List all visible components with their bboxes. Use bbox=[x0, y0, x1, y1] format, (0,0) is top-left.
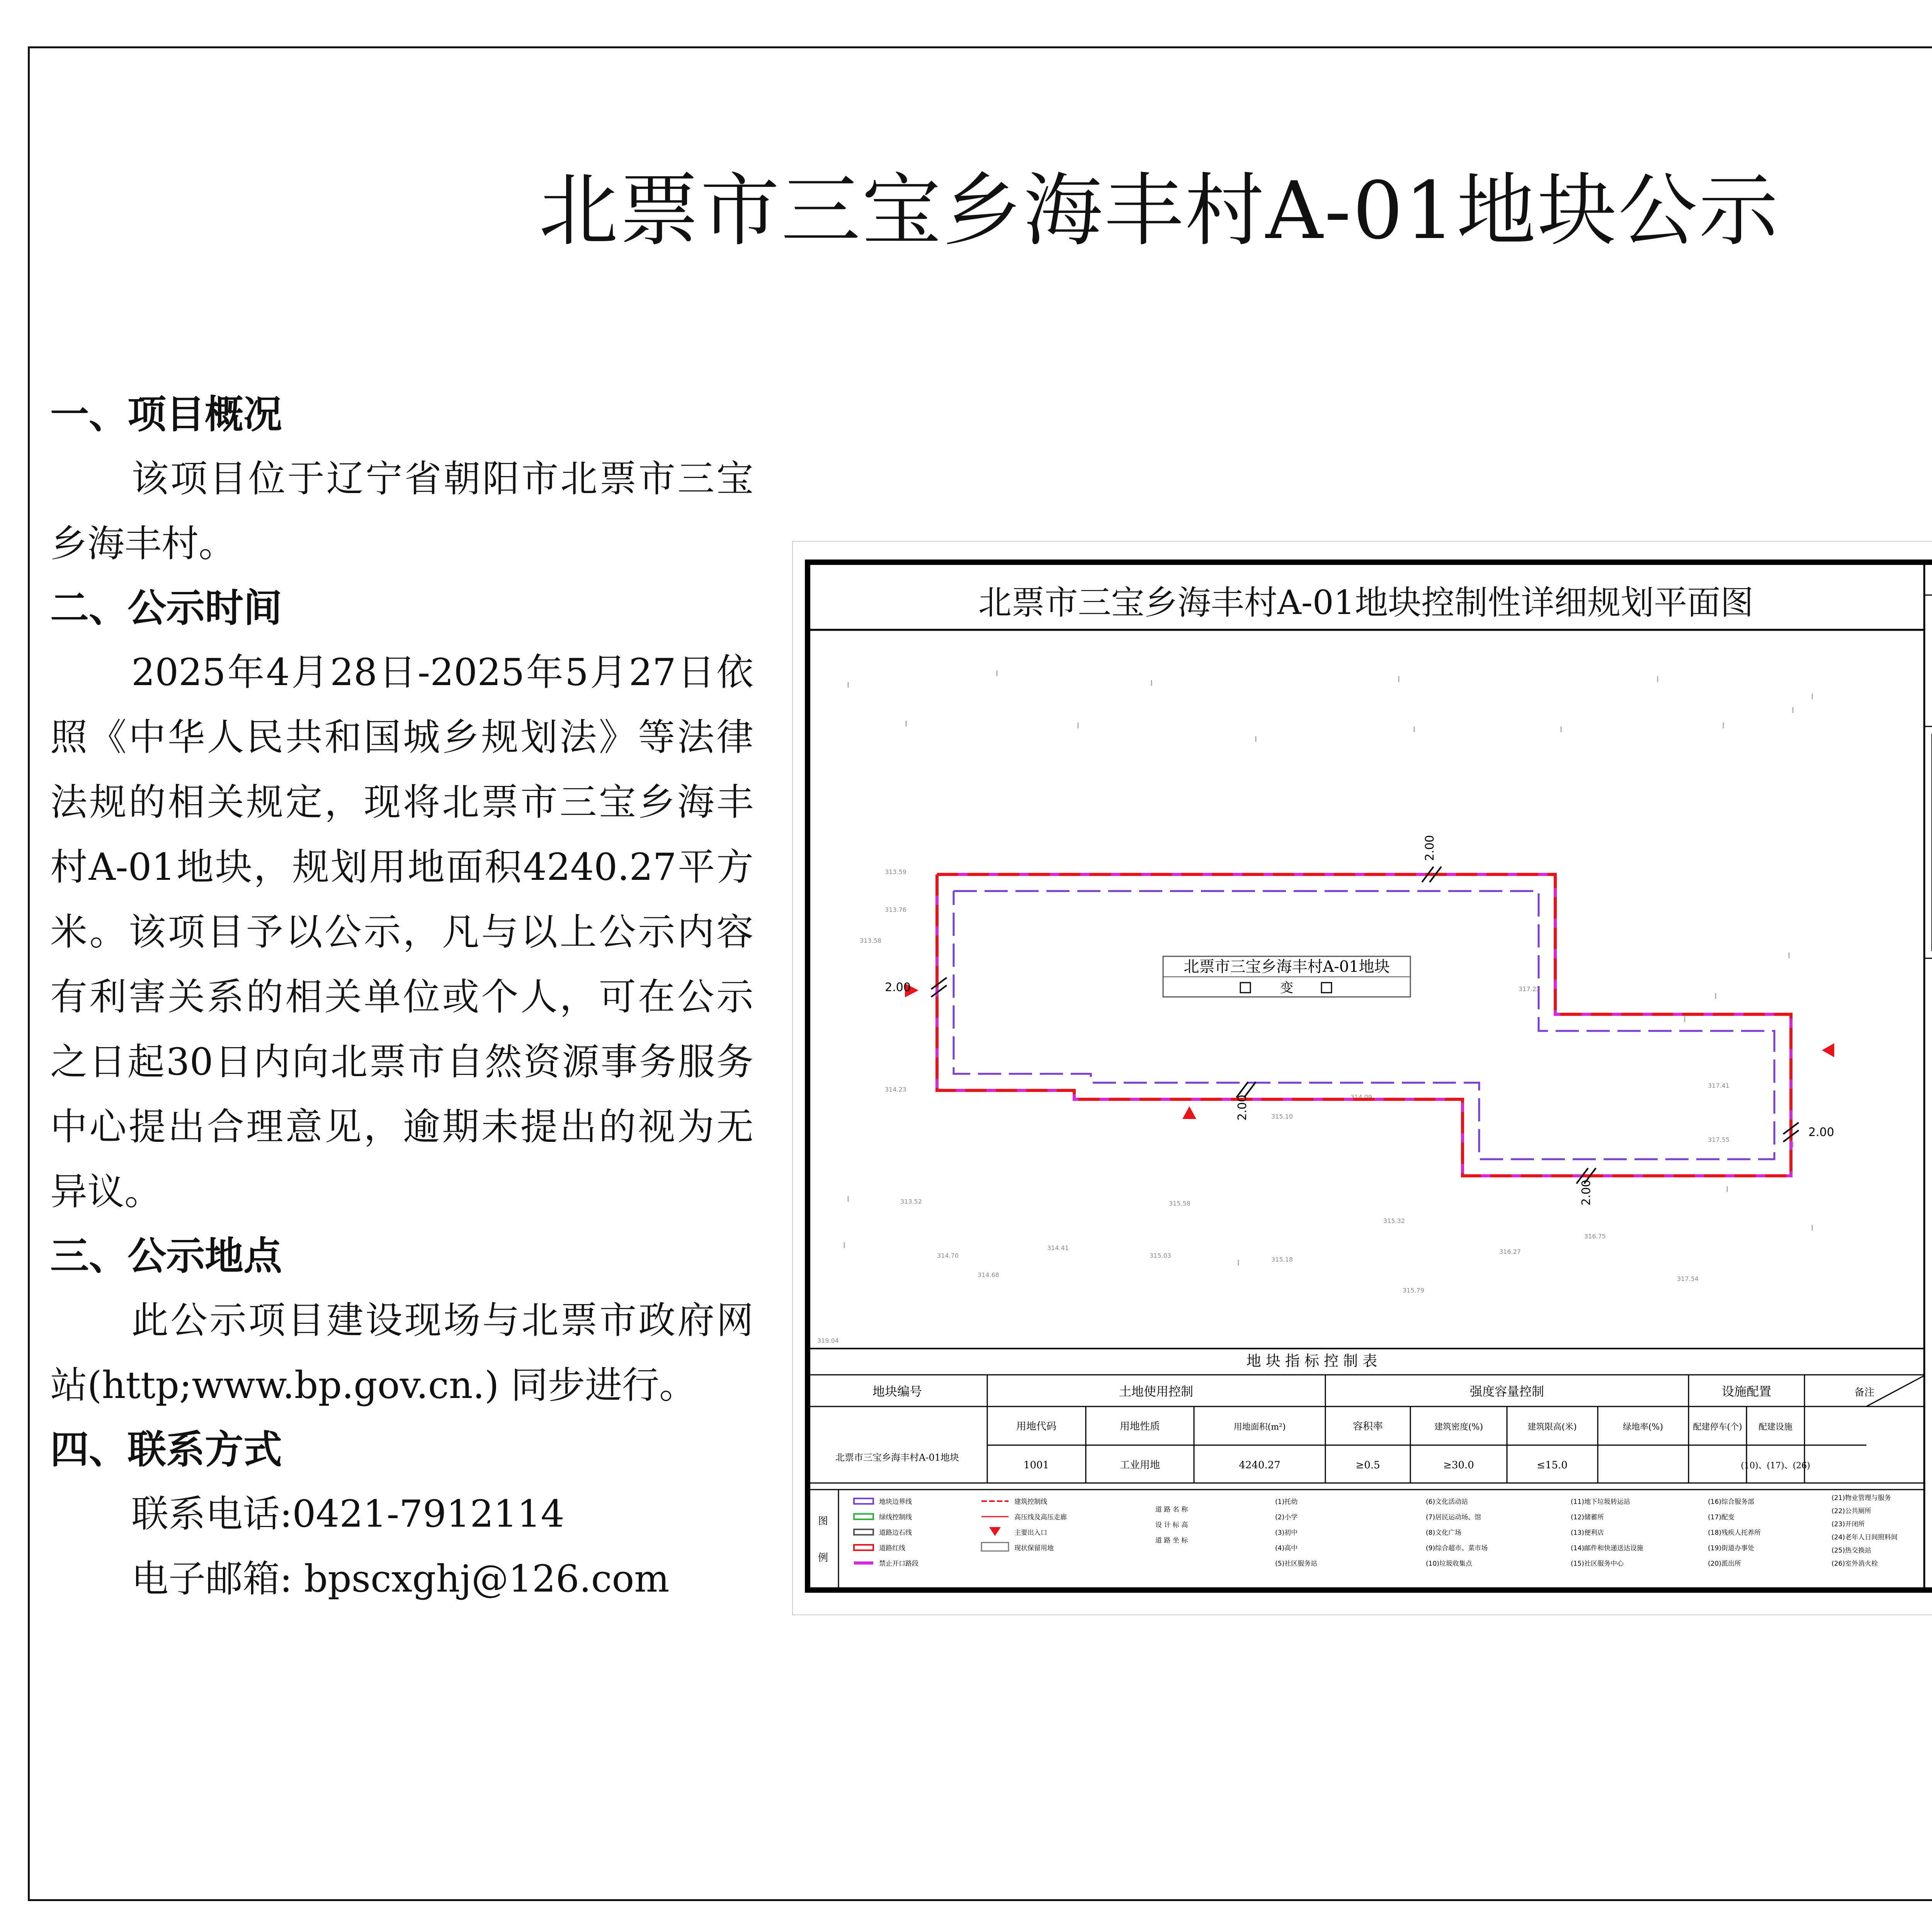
table-header: 绿地率(%) bbox=[1622, 1422, 1663, 1432]
legend-item: 地块边界线 bbox=[879, 1498, 912, 1506]
elevation-label: 316.75 bbox=[1584, 1233, 1606, 1240]
elevation-label: 314.09 bbox=[1350, 1094, 1372, 1101]
legend-item: (12)储蓄所 bbox=[1571, 1514, 1604, 1521]
setback-label: 2.00 bbox=[885, 981, 911, 994]
elevation-label: 315.18 bbox=[1271, 1256, 1293, 1263]
setback-label: 2.00 bbox=[1808, 1126, 1834, 1139]
table-cell: ≤15.0 bbox=[1537, 1459, 1568, 1471]
legend-item: (21)物业管理与服务 bbox=[1832, 1494, 1891, 1502]
elevation-label: 317.55 bbox=[1708, 1136, 1730, 1143]
legend-item: 道路边石线 bbox=[879, 1529, 912, 1537]
table-group-header: 土地使用控制 bbox=[1119, 1384, 1194, 1399]
drawing-frame bbox=[808, 562, 1932, 1590]
table-cell: ≥0.5 bbox=[1355, 1459, 1380, 1471]
build-control-line bbox=[954, 891, 1774, 1159]
table-group-header: 强度容量控制 bbox=[1469, 1384, 1544, 1399]
table-header: 用地性质 bbox=[1119, 1421, 1160, 1432]
elevation-label: 314.68 bbox=[978, 1271, 999, 1279]
legend-item: (8)文化广场 bbox=[1426, 1529, 1462, 1537]
elevation-label: 315.58 bbox=[1169, 1200, 1190, 1207]
table-caption: 地 块 指 标 控 制 表 bbox=[1246, 1352, 1378, 1369]
legend-item: (14)邮件和快递送达设施 bbox=[1571, 1544, 1643, 1552]
elevation-points bbox=[817, 868, 1730, 1344]
legend-item: (23)开闭所 bbox=[1832, 1520, 1865, 1528]
elevation-label: 314.70 bbox=[937, 1252, 959, 1259]
legend-item: (24)老年人日间照料间 bbox=[1832, 1534, 1898, 1541]
legend-item: (11)地下垃圾转运站 bbox=[1571, 1498, 1630, 1506]
elevation-label: 316.27 bbox=[1499, 1248, 1521, 1255]
elevation-label: 314.23 bbox=[885, 1086, 906, 1093]
legend-item: 道 路 坐 标 bbox=[1155, 1537, 1188, 1544]
setback-label: 2.00 bbox=[1580, 1180, 1593, 1206]
section-body-place: 此公示项目建设现场与北票市政府网站(http;www.bp.gov.cn.) 同步进行。 bbox=[50, 1299, 753, 1407]
elevation-label: 313.76 bbox=[885, 906, 906, 913]
table-header: 容积率 bbox=[1352, 1421, 1383, 1432]
legend-item: (2)小学 bbox=[1275, 1514, 1298, 1521]
entrance-marker bbox=[1182, 1106, 1196, 1119]
legend-item: 道路红线 bbox=[879, 1544, 905, 1552]
table-header: 用地代码 bbox=[1016, 1421, 1057, 1432]
table-group-header: 备注 bbox=[1854, 1387, 1875, 1398]
legend-item: (3)初中 bbox=[1275, 1529, 1298, 1537]
section-body-time: 2025年4月28日-2025年5月27日依照《中华人民共和国城乡规划法》等法律法规的相关规定，现将北票市三宝乡海丰村A-01地块，规划用地面积4240.27平方米。该项目予以公示，凡与以上公示内容有利害关系的相关单位或个人，可在公示之日起30日内向北票市自然资源事务服务中心提出合理意见，逾期未提出的视为无异议。 bbox=[50, 651, 753, 1213]
parcel-label: 北票市三宝乡海丰村A-01地块 bbox=[1184, 958, 1390, 976]
legend-item: (18)残疾人托养所 bbox=[1708, 1529, 1761, 1537]
green-control-line bbox=[937, 874, 1791, 1176]
setback-label: 2.00 bbox=[1236, 1095, 1249, 1121]
legend-item: 绿线控制线 bbox=[879, 1514, 912, 1521]
table-group-header: 地块编号 bbox=[872, 1384, 922, 1399]
elevation-label: 319.04 bbox=[817, 1337, 839, 1344]
elevation-label: 313.58 bbox=[860, 937, 881, 944]
legend-item: 设 计 标 高 bbox=[1155, 1521, 1188, 1529]
planning-drawing bbox=[792, 541, 1932, 1615]
legend-item: (25)热交换站 bbox=[1832, 1547, 1871, 1554]
section-heading-overview: 一、项目概况 bbox=[50, 392, 282, 437]
legend-item: (1)托幼 bbox=[1275, 1498, 1298, 1506]
parcel-boundary bbox=[937, 874, 1791, 1176]
legend-item: (9)综合超市、菜市场 bbox=[1426, 1544, 1488, 1552]
table-cell: 工业用地 bbox=[1119, 1459, 1160, 1471]
legend-item: (10)垃圾收集点 bbox=[1426, 1560, 1472, 1568]
legend-item: 禁止开口路段 bbox=[879, 1560, 918, 1568]
section-heading-contact: 四、联系方式 bbox=[50, 1427, 282, 1472]
elevation-label: 315.03 bbox=[1150, 1252, 1171, 1259]
legend-item: (16)综合服务部 bbox=[1708, 1498, 1754, 1506]
table-header: 配建设施 bbox=[1758, 1422, 1793, 1432]
elevation-label: 315.32 bbox=[1383, 1217, 1405, 1225]
legend-label: 图 bbox=[818, 1515, 828, 1527]
parcel-symbol: 变 bbox=[1280, 980, 1293, 996]
table-header: 用地面积(m²) bbox=[1233, 1422, 1286, 1432]
section-heading-place: 三、公示地点 bbox=[50, 1233, 282, 1279]
legend-item: (20)派出所 bbox=[1708, 1560, 1741, 1568]
contact-email: 电子邮箱: bpscxghj@126.com bbox=[131, 1557, 670, 1600]
table-header: 建筑限高(米) bbox=[1527, 1422, 1577, 1432]
legend-item: (7)居民运动场、馆 bbox=[1426, 1514, 1481, 1521]
drawing-svg bbox=[792, 541, 1932, 1615]
legend-item: (13)便利店 bbox=[1571, 1529, 1604, 1537]
legend-item: (4)高中 bbox=[1275, 1544, 1298, 1552]
elevation-label: 317.54 bbox=[1677, 1275, 1699, 1282]
setback-label: 2.00 bbox=[1423, 835, 1437, 861]
entrance-marker bbox=[1822, 1043, 1834, 1057]
section-body-overview: 该项目位于辽宁省朝阳市北票市三宝乡海丰村。 bbox=[50, 457, 753, 565]
table-cell: 1001 bbox=[1023, 1459, 1049, 1471]
elevation-label: 313.52 bbox=[900, 1198, 922, 1205]
legend-item: (17)配变 bbox=[1708, 1514, 1735, 1521]
elevation-label: 313.59 bbox=[885, 868, 906, 876]
legend-item: (6)文化活动站 bbox=[1426, 1498, 1468, 1506]
table-group-header: 设施配置 bbox=[1721, 1384, 1772, 1399]
legend-item: 主要出入口 bbox=[1014, 1529, 1047, 1537]
contact-phone: 联系电话:0421-7912114 bbox=[131, 1492, 565, 1536]
table-cell: (10)、(17)、(26) bbox=[1741, 1461, 1810, 1471]
legend-item: (15)社区服务中心 bbox=[1571, 1560, 1624, 1568]
legend-item: (22)公共厕所 bbox=[1832, 1507, 1871, 1515]
elevation-label: 315.10 bbox=[1271, 1113, 1293, 1120]
table-header: 配建停车(个) bbox=[1693, 1422, 1742, 1432]
elevation-label: 314.41 bbox=[1047, 1244, 1069, 1252]
table-header: 建筑密度(%) bbox=[1434, 1422, 1483, 1432]
table-cell: ≥30.0 bbox=[1443, 1459, 1474, 1471]
legend-item: (19)街道办事处 bbox=[1708, 1544, 1754, 1552]
legend-item: (5)社区服务站 bbox=[1275, 1560, 1318, 1568]
legend-item: 现状保留用地 bbox=[1014, 1544, 1054, 1552]
legend-item: (26)室外消火栓 bbox=[1832, 1560, 1878, 1568]
legend-swatches bbox=[854, 1498, 1009, 1563]
elevation-label: 317.41 bbox=[1708, 1082, 1730, 1089]
table-cell: 4240.27 bbox=[1239, 1459, 1281, 1471]
legend-item: 高压线及高压走廊 bbox=[1014, 1514, 1067, 1521]
legend-item: 建筑控制线 bbox=[1014, 1498, 1047, 1506]
page-title: 北票市三宝乡海丰村A-01地块公示 bbox=[539, 165, 1780, 257]
legend-item: 道 路 名 称 bbox=[1155, 1506, 1188, 1514]
legend-label: 例 bbox=[818, 1552, 828, 1564]
elevation-label: 317.23 bbox=[1519, 985, 1540, 993]
setback-dimensions bbox=[931, 867, 1799, 1184]
elevation-label: 315.79 bbox=[1403, 1287, 1424, 1294]
table-cell-id: 北票市三宝乡海丰村A-01地块 bbox=[835, 1452, 959, 1463]
drawing-title: 北票市三宝乡海丰村A-01地块控制性详细规划平面图 bbox=[978, 583, 1754, 622]
section-heading-time: 二、公示时间 bbox=[50, 585, 282, 631]
notice-text bbox=[50, 383, 753, 1611]
